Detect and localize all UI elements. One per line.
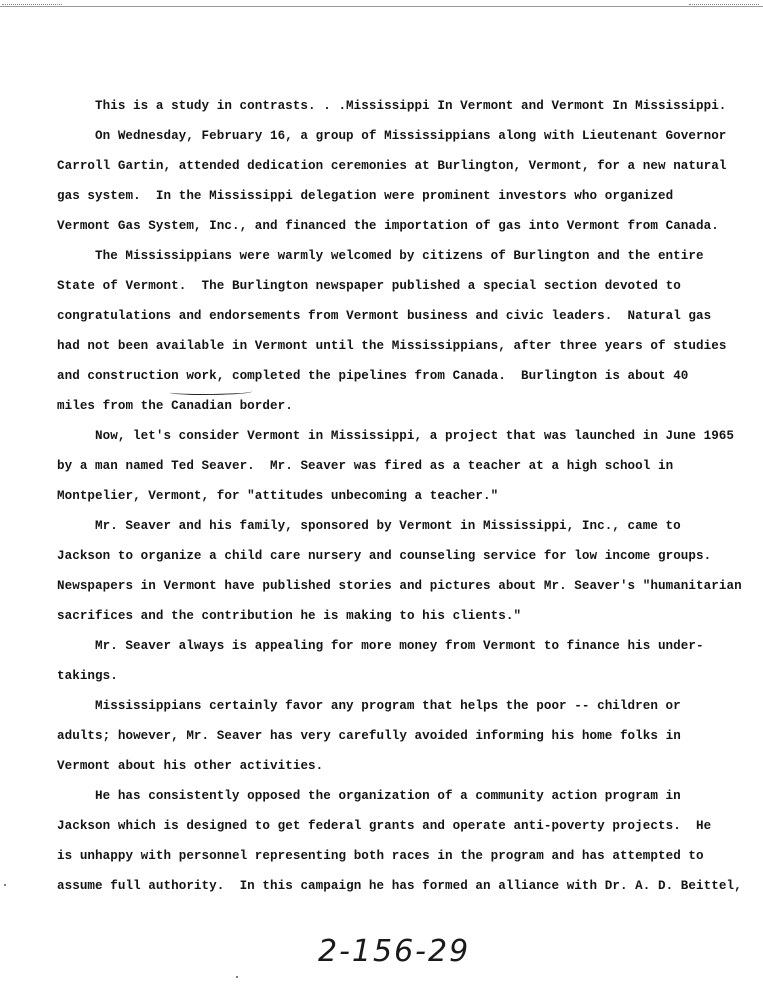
text-line-2: On Wednesday, February 16, a group of Mississippians along with Lieutenant Governor xyxy=(95,129,727,143)
text-line-20: takings. xyxy=(57,669,118,683)
text-line-23: Vermont about his other activities. xyxy=(57,759,324,773)
text-line-21: Mississippians certainly favor any program that helps the poor -- children or xyxy=(95,699,681,713)
text-line-3: Carroll Gartin, attended dedication ceremonies at Burlington, Vermont, for a new natural xyxy=(57,159,727,173)
text-line-8: congratulations and endorsements from Vermont business and civic leaders. Natural gas xyxy=(57,309,712,323)
text-line-14: Montpelier, Vermont, for "attitudes unbecoming a teacher." xyxy=(57,489,499,503)
text-line-15: Mr. Seaver and his family, sponsored by Vermont in Mississippi, Inc., came to xyxy=(95,519,681,533)
text-line-24: He has consistently opposed the organization of a community action program in xyxy=(95,789,681,803)
scan-speck xyxy=(236,976,238,978)
text-line-1: This is a study in contrasts. . .Mississippi In Vermont and Vermont In Mississippi. xyxy=(95,99,727,113)
text-line-27: assume full authority. In this campaign he has formed an alliance with Dr. A. D. Beittel, xyxy=(57,879,742,893)
text-line-26: is unhappy with personnel representing both races in the program and has attempted to xyxy=(57,849,704,863)
text-line-22: adults; however, Mr. Seaver has very carefully avoided informing his home folks in xyxy=(57,729,681,743)
text-line-17: Newspapers in Vermont have published stories and pictures about Mr. Seaver's "humanitarian xyxy=(57,579,742,593)
text-line-5: Vermont Gas System, Inc., and financed the importation of gas into Vermont from Canada. xyxy=(57,219,719,233)
scan-speck xyxy=(4,884,6,886)
handwritten-underline xyxy=(170,389,252,395)
text-line-16: Jackson to organize a child care nursery and counseling service for low income groups. xyxy=(57,549,712,563)
text-line-13: by a man named Ted Seaver. Mr. Seaver was fired as a teacher at a high school in xyxy=(57,459,674,473)
scan-artifact-dots-right xyxy=(689,0,759,5)
text-line-10: and construction work, completed the pipelines from Canada. Burlington is about 40 xyxy=(57,369,689,383)
text-line-6: The Mississippians were warmly welcomed by citizens of Burlington and the entire xyxy=(95,249,704,263)
handwritten-file-number: 2-156-29 xyxy=(318,934,471,969)
text-line-19: Mr. Seaver always is appealing for more money from Vermont to finance his under- xyxy=(95,639,704,653)
text-line-18: sacrifices and the contribution he is making to his clients." xyxy=(57,609,522,623)
text-line-7: State of Vermont. The Burlington newspaper published a special section devoted to xyxy=(57,279,681,293)
text-line-9: had not been available in Vermont until the Mississippians, after three years of studies xyxy=(57,339,727,353)
text-line-11: miles from the Canadian border. xyxy=(57,399,293,413)
text-line-12: Now, let's consider Vermont in Mississippi, a project that was launched in June 1965 xyxy=(95,429,735,443)
scan-artifact-dots-left xyxy=(2,0,62,5)
scan-top-edge xyxy=(0,6,763,7)
text-line-25: Jackson which is designed to get federal grants and operate anti-poverty projects. He xyxy=(57,819,712,833)
text-line-4: gas system. In the Mississippi delegation were prominent investors who organized xyxy=(57,189,674,203)
